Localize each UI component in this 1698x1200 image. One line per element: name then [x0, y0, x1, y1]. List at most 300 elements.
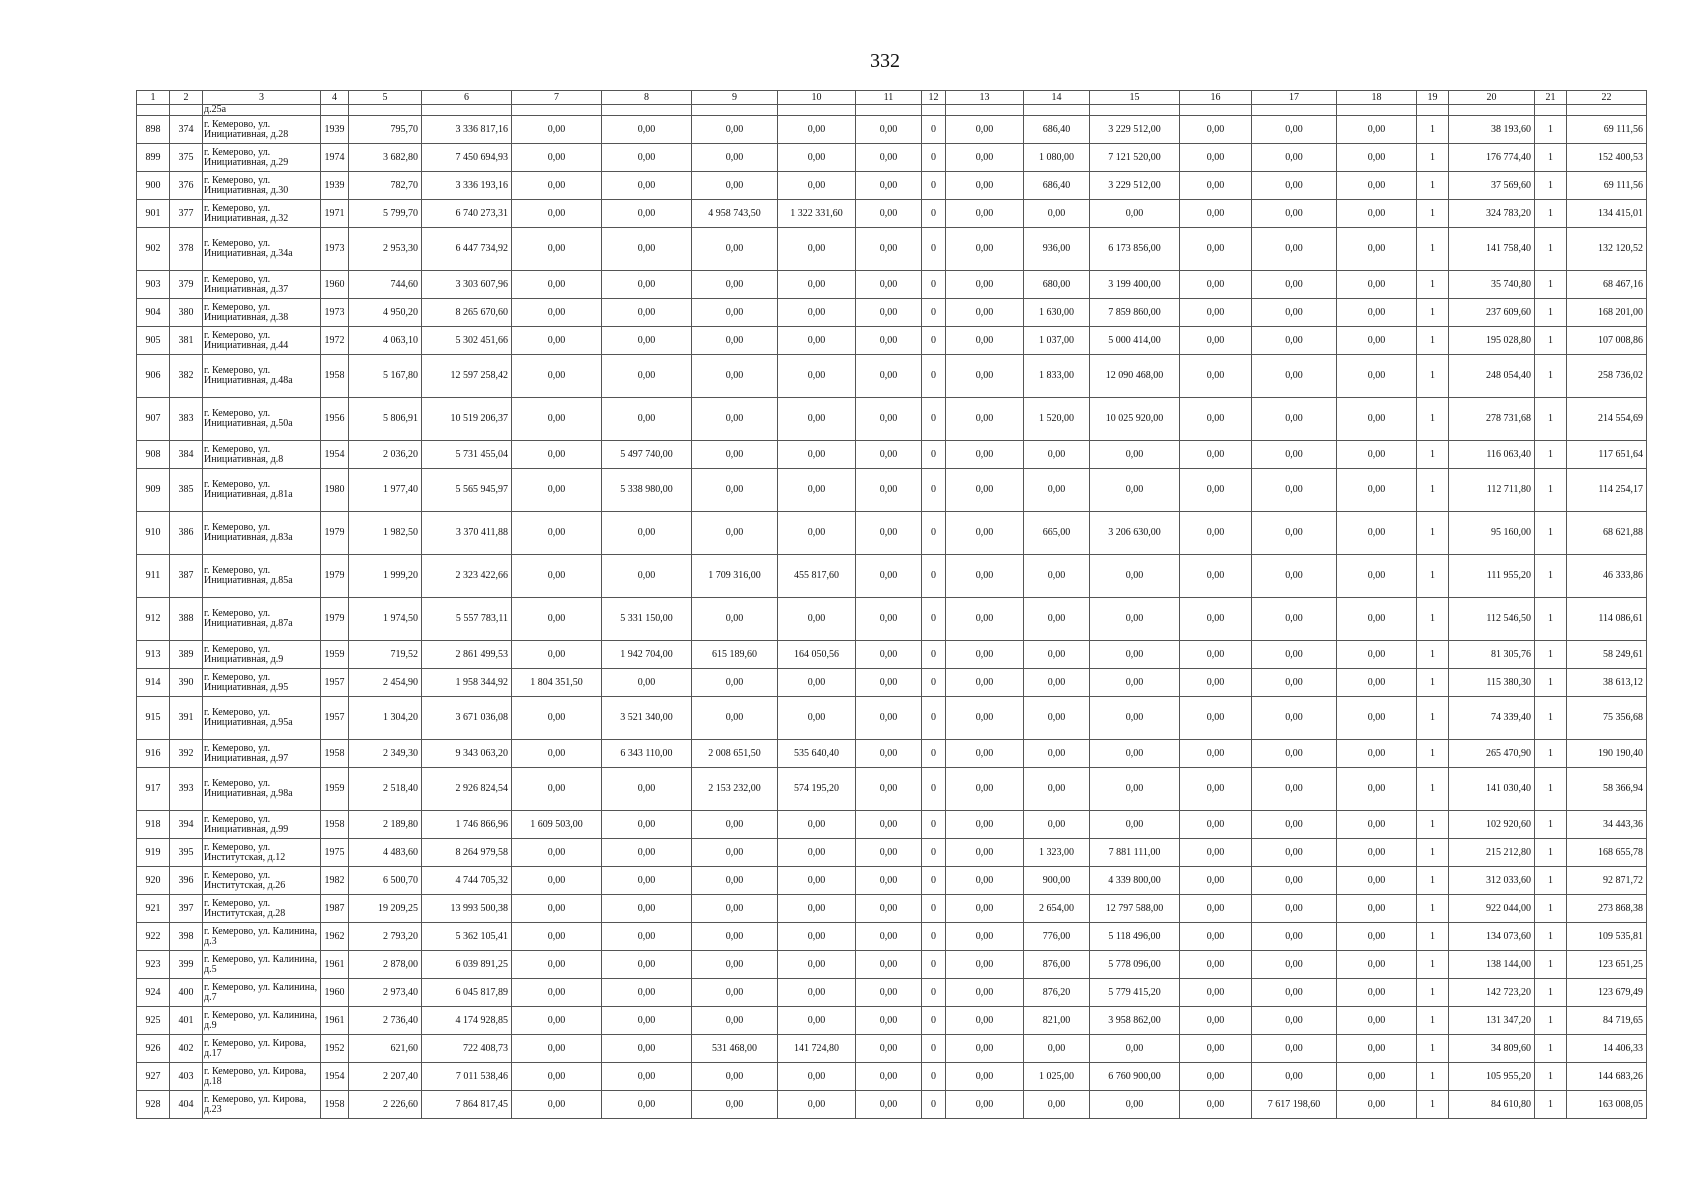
- value-cell: 2 349,30: [349, 740, 422, 768]
- value-cell: 7 864 817,45: [422, 1091, 512, 1119]
- value-cell: 5 799,70: [349, 200, 422, 228]
- value-cell: 0,00: [1024, 641, 1090, 669]
- value-cell: 680,00: [1024, 271, 1090, 299]
- count-cell: 1: [1535, 1091, 1567, 1119]
- value-cell: 0,00: [856, 641, 922, 669]
- count-cell: 1: [1535, 327, 1567, 355]
- address-cell: г. Кемерово, ул. Кирова, д.23: [203, 1091, 321, 1119]
- value-cell: 0,00: [1252, 641, 1337, 669]
- table-row: [137, 1007, 1647, 1035]
- value-cell: 0,00: [512, 1035, 602, 1063]
- value-cell: 0,00: [692, 1063, 778, 1091]
- value-cell: 278 731,68: [1449, 398, 1535, 441]
- value-cell: 3 303 607,96: [422, 271, 512, 299]
- value-cell: 0,00: [946, 1007, 1024, 1035]
- value-cell: 0,00: [1337, 271, 1417, 299]
- value-cell: 0,00: [692, 172, 778, 200]
- value-cell: 141 724,80: [778, 1035, 856, 1063]
- value-cell: 0,00: [946, 867, 1024, 895]
- value-cell: 0,00: [1252, 697, 1337, 740]
- table-row: [137, 697, 1647, 740]
- value-cell: 0,00: [1337, 811, 1417, 839]
- value-cell: 168 201,00: [1567, 299, 1647, 327]
- value-cell: 0,00: [778, 979, 856, 1007]
- value-cell: 0,00: [602, 811, 692, 839]
- value-cell: 1 709 316,00: [692, 555, 778, 598]
- year-cell: 1961: [321, 951, 349, 979]
- value-cell: 0,00: [946, 327, 1024, 355]
- value-cell: 7 011 538,46: [422, 1063, 512, 1091]
- count-cell: 1: [1417, 469, 1449, 512]
- value-cell: 0,00: [1180, 200, 1252, 228]
- address-cell: г. Кемерово, ул. Инициативная, д.8: [203, 441, 321, 469]
- value-cell: 0,00: [1090, 441, 1180, 469]
- value-cell: 0,00: [692, 979, 778, 1007]
- value-cell: 900,00: [1024, 867, 1090, 895]
- count-cell: 0: [922, 697, 946, 740]
- value-cell: 0,00: [1337, 951, 1417, 979]
- value-cell: 2 654,00: [1024, 895, 1090, 923]
- value-cell: 0,00: [856, 697, 922, 740]
- house-number-cell: 402: [170, 1035, 203, 1063]
- value-cell: 0,00: [1337, 669, 1417, 697]
- value-cell: 0,00: [602, 228, 692, 271]
- value-cell: 0,00: [778, 895, 856, 923]
- count-cell: 1: [1417, 172, 1449, 200]
- row-number-cell: 925: [137, 1007, 170, 1035]
- value-cell: 0,00: [778, 355, 856, 398]
- count-cell: 1: [1535, 172, 1567, 200]
- row-number-cell: 916: [137, 740, 170, 768]
- value-cell: 84 610,80: [1449, 1091, 1535, 1119]
- column-header-7: 7: [512, 91, 602, 105]
- house-number-cell: 393: [170, 768, 203, 811]
- year-cell: 1954: [321, 1063, 349, 1091]
- value-cell: 13 993 500,38: [422, 895, 512, 923]
- value-cell: 2 736,40: [349, 1007, 422, 1035]
- value-cell: 34 443,36: [1567, 811, 1647, 839]
- value-cell: 9 343 063,20: [422, 740, 512, 768]
- value-cell: 0,00: [946, 355, 1024, 398]
- value-cell: 0,00: [1252, 923, 1337, 951]
- value-cell: 14 406,33: [1567, 1035, 1647, 1063]
- count-cell: 1: [1417, 895, 1449, 923]
- house-number-cell: 389: [170, 641, 203, 669]
- value-cell: 0,00: [512, 228, 602, 271]
- value-cell: 12 090 468,00: [1090, 355, 1180, 398]
- value-cell: 3 682,80: [349, 144, 422, 172]
- value-cell: 10 025 920,00: [1090, 398, 1180, 441]
- value-cell: 0,00: [602, 299, 692, 327]
- value-cell: 0,00: [512, 867, 602, 895]
- value-cell: 0,00: [1252, 512, 1337, 555]
- column-header-21: 21: [1535, 91, 1567, 105]
- value-cell: 0,00: [512, 144, 602, 172]
- value-cell: 1 804 351,50: [512, 669, 602, 697]
- value-cell: 0,00: [778, 116, 856, 144]
- count-cell: 0: [922, 512, 946, 555]
- value-cell: 1 025,00: [1024, 1063, 1090, 1091]
- value-cell: 68 467,16: [1567, 271, 1647, 299]
- value-cell: 795,70: [349, 116, 422, 144]
- value-cell: 0,00: [1252, 951, 1337, 979]
- count-cell: 1: [1535, 811, 1567, 839]
- value-cell: 574 195,20: [778, 768, 856, 811]
- count-cell: 0: [922, 299, 946, 327]
- value-cell: 0,00: [1337, 979, 1417, 1007]
- value-cell: 0,00: [1337, 228, 1417, 271]
- value-cell: 0,00: [1337, 116, 1417, 144]
- value-cell: 0,00: [856, 555, 922, 598]
- value-cell: 0,00: [1090, 768, 1180, 811]
- value-cell: 0,00: [602, 398, 692, 441]
- value-cell: 5 557 783,11: [422, 598, 512, 641]
- value-cell: 0,00: [856, 355, 922, 398]
- table-row: [137, 669, 1647, 697]
- count-cell: 1: [1535, 228, 1567, 271]
- table-row: [137, 768, 1647, 811]
- value-cell: 131 347,20: [1449, 1007, 1535, 1035]
- value-cell: 0,00: [602, 895, 692, 923]
- value-cell: 34 809,60: [1449, 1035, 1535, 1063]
- value-cell: 0,00: [856, 398, 922, 441]
- value-cell: 0,00: [856, 811, 922, 839]
- value-cell: 0,00: [1337, 512, 1417, 555]
- value-cell: 0,00: [692, 116, 778, 144]
- value-cell: 123 651,25: [1567, 951, 1647, 979]
- count-cell: 1: [1535, 951, 1567, 979]
- value-cell: 0,00: [512, 839, 602, 867]
- value-cell: 0,00: [1337, 355, 1417, 398]
- value-cell: 6 039 891,25: [422, 951, 512, 979]
- value-cell: 621,60: [349, 1035, 422, 1063]
- value-cell: 0,00: [1337, 555, 1417, 598]
- value-cell: 1 520,00: [1024, 398, 1090, 441]
- value-cell: 3 370 411,88: [422, 512, 512, 555]
- count-cell: 1: [1535, 555, 1567, 598]
- value-cell: 0,00: [1337, 469, 1417, 512]
- table-row: [137, 641, 1647, 669]
- house-number-cell: 395: [170, 839, 203, 867]
- value-cell: 0,00: [692, 228, 778, 271]
- value-cell: 0,00: [1252, 1035, 1337, 1063]
- house-number-cell: 396: [170, 867, 203, 895]
- count-cell: 1: [1417, 327, 1449, 355]
- column-header-8: 8: [602, 91, 692, 105]
- value-cell: 0,00: [1024, 441, 1090, 469]
- value-cell: 0,00: [1024, 669, 1090, 697]
- value-cell: 0,00: [1180, 669, 1252, 697]
- count-cell: 1: [1417, 116, 1449, 144]
- value-cell: 0,00: [1337, 172, 1417, 200]
- count-cell: 1: [1535, 697, 1567, 740]
- table-row: [137, 228, 1647, 271]
- value-cell: 0,00: [946, 641, 1024, 669]
- value-cell: 0,00: [946, 469, 1024, 512]
- house-number-cell: 392: [170, 740, 203, 768]
- value-cell: 876,00: [1024, 951, 1090, 979]
- count-cell: 0: [922, 811, 946, 839]
- value-cell: 12 797 588,00: [1090, 895, 1180, 923]
- value-cell: 1 974,50: [349, 598, 422, 641]
- value-cell: 0,00: [778, 811, 856, 839]
- value-cell: 8 265 670,60: [422, 299, 512, 327]
- value-cell: 0,00: [1252, 1063, 1337, 1091]
- column-header-14: 14: [1024, 91, 1090, 105]
- value-cell: 0,00: [602, 172, 692, 200]
- row-number-cell: 922: [137, 923, 170, 951]
- year-cell: 1956: [321, 398, 349, 441]
- count-cell: 1: [1535, 512, 1567, 555]
- count-cell: 1: [1417, 144, 1449, 172]
- value-cell: 0,00: [856, 598, 922, 641]
- value-cell: 0,00: [1337, 641, 1417, 669]
- row-number-cell: 901: [137, 200, 170, 228]
- value-cell: 0,00: [946, 951, 1024, 979]
- value-cell: 0,00: [1252, 116, 1337, 144]
- count-cell: 1: [1535, 923, 1567, 951]
- value-cell: 0,00: [692, 512, 778, 555]
- count-cell: 1: [1535, 1007, 1567, 1035]
- value-cell: 0,00: [778, 512, 856, 555]
- value-cell: 0,00: [1337, 327, 1417, 355]
- year-cell: 1979: [321, 512, 349, 555]
- year-cell: 1957: [321, 669, 349, 697]
- value-cell: 531 468,00: [692, 1035, 778, 1063]
- value-cell: 19 209,25: [349, 895, 422, 923]
- value-cell: 821,00: [1024, 1007, 1090, 1035]
- value-cell: 0,00: [778, 441, 856, 469]
- value-cell: 0,00: [1252, 669, 1337, 697]
- address-cell: г. Кемерово, ул. Институтская, д.12: [203, 839, 321, 867]
- value-cell: 190 190,40: [1567, 740, 1647, 768]
- value-cell: 0,00: [512, 598, 602, 641]
- value-cell: 7 121 520,00: [1090, 144, 1180, 172]
- value-cell: 0,00: [778, 839, 856, 867]
- value-cell: 0,00: [1090, 740, 1180, 768]
- value-cell: 1 080,00: [1024, 144, 1090, 172]
- value-cell: 10 519 206,37: [422, 398, 512, 441]
- value-cell: 2 454,90: [349, 669, 422, 697]
- value-cell: 5 118 496,00: [1090, 923, 1180, 951]
- house-number-cell: 387: [170, 555, 203, 598]
- value-cell: 0,00: [1252, 299, 1337, 327]
- value-cell: 107 008,86: [1567, 327, 1647, 355]
- value-cell: 0,00: [856, 116, 922, 144]
- count-cell: 1: [1417, 839, 1449, 867]
- row-number-cell: 906: [137, 355, 170, 398]
- value-cell: 0,00: [512, 1063, 602, 1091]
- value-cell: 2 926 824,54: [422, 768, 512, 811]
- count-cell: 1: [1535, 839, 1567, 867]
- value-cell: 5 331 150,00: [602, 598, 692, 641]
- value-cell: 0,00: [778, 228, 856, 271]
- row-number-cell: 902: [137, 228, 170, 271]
- year-cell: 1973: [321, 299, 349, 327]
- address-cell: г. Кемерово, ул. Инициативная, д.9: [203, 641, 321, 669]
- value-cell: 0,00: [1180, 144, 1252, 172]
- count-cell: 1: [1417, 398, 1449, 441]
- value-cell: 0,00: [692, 271, 778, 299]
- table-row: [137, 895, 1647, 923]
- year-cell: 1987: [321, 895, 349, 923]
- value-cell: 0,00: [1337, 1035, 1417, 1063]
- value-cell: 1 304,20: [349, 697, 422, 740]
- table-row: [137, 598, 1647, 641]
- house-number-cell: 394: [170, 811, 203, 839]
- column-header-15: 15: [1090, 91, 1180, 105]
- value-cell: 5 565 945,97: [422, 469, 512, 512]
- value-cell: 0,00: [692, 327, 778, 355]
- address-cell: г. Кемерово, ул. Инициативная, д.44: [203, 327, 321, 355]
- count-cell: 1: [1417, 641, 1449, 669]
- value-cell: 0,00: [512, 441, 602, 469]
- value-cell: 0,00: [946, 923, 1024, 951]
- row-number-cell: 903: [137, 271, 170, 299]
- value-cell: 0,00: [1180, 271, 1252, 299]
- value-cell: 132 120,52: [1567, 228, 1647, 271]
- value-cell: 0,00: [946, 768, 1024, 811]
- count-cell: 1: [1417, 271, 1449, 299]
- value-cell: 936,00: [1024, 228, 1090, 271]
- address-cell: г. Кемерово, ул. Инициативная, д.95а: [203, 697, 321, 740]
- count-cell: 1: [1535, 299, 1567, 327]
- value-cell: 38 193,60: [1449, 116, 1535, 144]
- value-cell: 0,00: [1024, 200, 1090, 228]
- row-number-cell: 917: [137, 768, 170, 811]
- house-number-cell: 388: [170, 598, 203, 641]
- count-cell: 1: [1417, 598, 1449, 641]
- value-cell: 0,00: [946, 1091, 1024, 1119]
- row-number-cell: 920: [137, 867, 170, 895]
- house-number-cell: 376: [170, 172, 203, 200]
- table-row: [137, 811, 1647, 839]
- value-cell: 744,60: [349, 271, 422, 299]
- value-cell: 0,00: [512, 200, 602, 228]
- count-cell: 1: [1535, 116, 1567, 144]
- value-cell: 4 174 928,85: [422, 1007, 512, 1035]
- value-cell: 0,00: [512, 327, 602, 355]
- value-cell: 0,00: [856, 951, 922, 979]
- count-cell: 1: [1535, 271, 1567, 299]
- value-cell: 6 173 856,00: [1090, 228, 1180, 271]
- value-cell: 164 050,56: [778, 641, 856, 669]
- value-cell: 0,00: [692, 839, 778, 867]
- value-cell: 3 521 340,00: [602, 697, 692, 740]
- value-cell: 2 207,40: [349, 1063, 422, 1091]
- value-cell: 7 859 860,00: [1090, 299, 1180, 327]
- value-cell: 265 470,90: [1449, 740, 1535, 768]
- value-cell: 5 497 740,00: [602, 441, 692, 469]
- year-cell: 1958: [321, 1091, 349, 1119]
- count-cell: 1: [1417, 740, 1449, 768]
- value-cell: 0,00: [856, 200, 922, 228]
- value-cell: 0,00: [946, 697, 1024, 740]
- value-cell: 0,00: [778, 598, 856, 641]
- house-number-cell: 391: [170, 697, 203, 740]
- value-cell: 0,00: [602, 923, 692, 951]
- count-cell: 1: [1535, 398, 1567, 441]
- count-cell: 0: [922, 740, 946, 768]
- value-cell: 0,00: [856, 923, 922, 951]
- column-header-16: 16: [1180, 91, 1252, 105]
- table-row: [137, 172, 1647, 200]
- value-cell: 1 833,00: [1024, 355, 1090, 398]
- count-cell: 1: [1417, 355, 1449, 398]
- row-number-cell: 924: [137, 979, 170, 1007]
- value-cell: 0,00: [602, 867, 692, 895]
- value-cell: 7 617 198,60: [1252, 1091, 1337, 1119]
- value-cell: 1 999,20: [349, 555, 422, 598]
- table-row: [137, 355, 1647, 398]
- value-cell: 7 881 111,00: [1090, 839, 1180, 867]
- column-header-6: 6: [422, 91, 512, 105]
- value-cell: 0,00: [1180, 398, 1252, 441]
- value-cell: 0,00: [778, 144, 856, 172]
- value-cell: 0,00: [946, 811, 1024, 839]
- value-cell: 0,00: [1180, 641, 1252, 669]
- year-cell: 1980: [321, 469, 349, 512]
- address-cell: г. Кемерово, ул. Инициативная, д.28: [203, 116, 321, 144]
- address-cell: г. Кемерово, ул. Кирова, д.18: [203, 1063, 321, 1091]
- year-cell: 1973: [321, 228, 349, 271]
- value-cell: 0,00: [512, 951, 602, 979]
- value-cell: 0,00: [946, 839, 1024, 867]
- count-cell: 0: [922, 144, 946, 172]
- value-cell: 0,00: [602, 327, 692, 355]
- value-cell: 214 554,69: [1567, 398, 1647, 441]
- column-header-22: 22: [1567, 91, 1647, 105]
- value-cell: 0,00: [1180, 923, 1252, 951]
- value-cell: 0,00: [856, 740, 922, 768]
- value-cell: 1 322 331,60: [778, 200, 856, 228]
- value-cell: 0,00: [946, 116, 1024, 144]
- value-cell: 0,00: [778, 299, 856, 327]
- count-cell: 1: [1417, 867, 1449, 895]
- value-cell: 84 719,65: [1567, 1007, 1647, 1035]
- value-cell: 0,00: [1252, 469, 1337, 512]
- value-cell: 0,00: [512, 740, 602, 768]
- count-cell: 1: [1417, 979, 1449, 1007]
- value-cell: 0,00: [692, 867, 778, 895]
- table-row: [137, 1063, 1647, 1091]
- value-cell: 1 630,00: [1024, 299, 1090, 327]
- value-cell: 141 030,40: [1449, 768, 1535, 811]
- value-cell: 0,00: [1252, 740, 1337, 768]
- row-number-cell: 911: [137, 555, 170, 598]
- value-cell: 719,52: [349, 641, 422, 669]
- value-cell: 0,00: [1252, 839, 1337, 867]
- value-cell: 0,00: [778, 172, 856, 200]
- value-cell: 4 339 800,00: [1090, 867, 1180, 895]
- value-cell: 0,00: [512, 172, 602, 200]
- count-cell: 1: [1417, 1007, 1449, 1035]
- value-cell: 12 597 258,42: [422, 355, 512, 398]
- value-cell: 0,00: [1090, 697, 1180, 740]
- value-cell: 0,00: [946, 895, 1024, 923]
- value-cell: 0,00: [1090, 811, 1180, 839]
- address-cell: г. Кемерово, ул. Институтская, д.26: [203, 867, 321, 895]
- value-cell: 0,00: [602, 839, 692, 867]
- value-cell: 0,00: [1024, 598, 1090, 641]
- address-cell: г. Кемерово, ул. Инициативная, д.29: [203, 144, 321, 172]
- address-cell: г. Кемерово, ул. Институтская, д.28: [203, 895, 321, 923]
- value-cell: 2 518,40: [349, 768, 422, 811]
- address-cell: г. Кемерово, ул. Инициативная, д.98а: [203, 768, 321, 811]
- value-cell: 722 408,73: [422, 1035, 512, 1063]
- value-cell: 0,00: [946, 1063, 1024, 1091]
- value-cell: 4 958 743,50: [692, 200, 778, 228]
